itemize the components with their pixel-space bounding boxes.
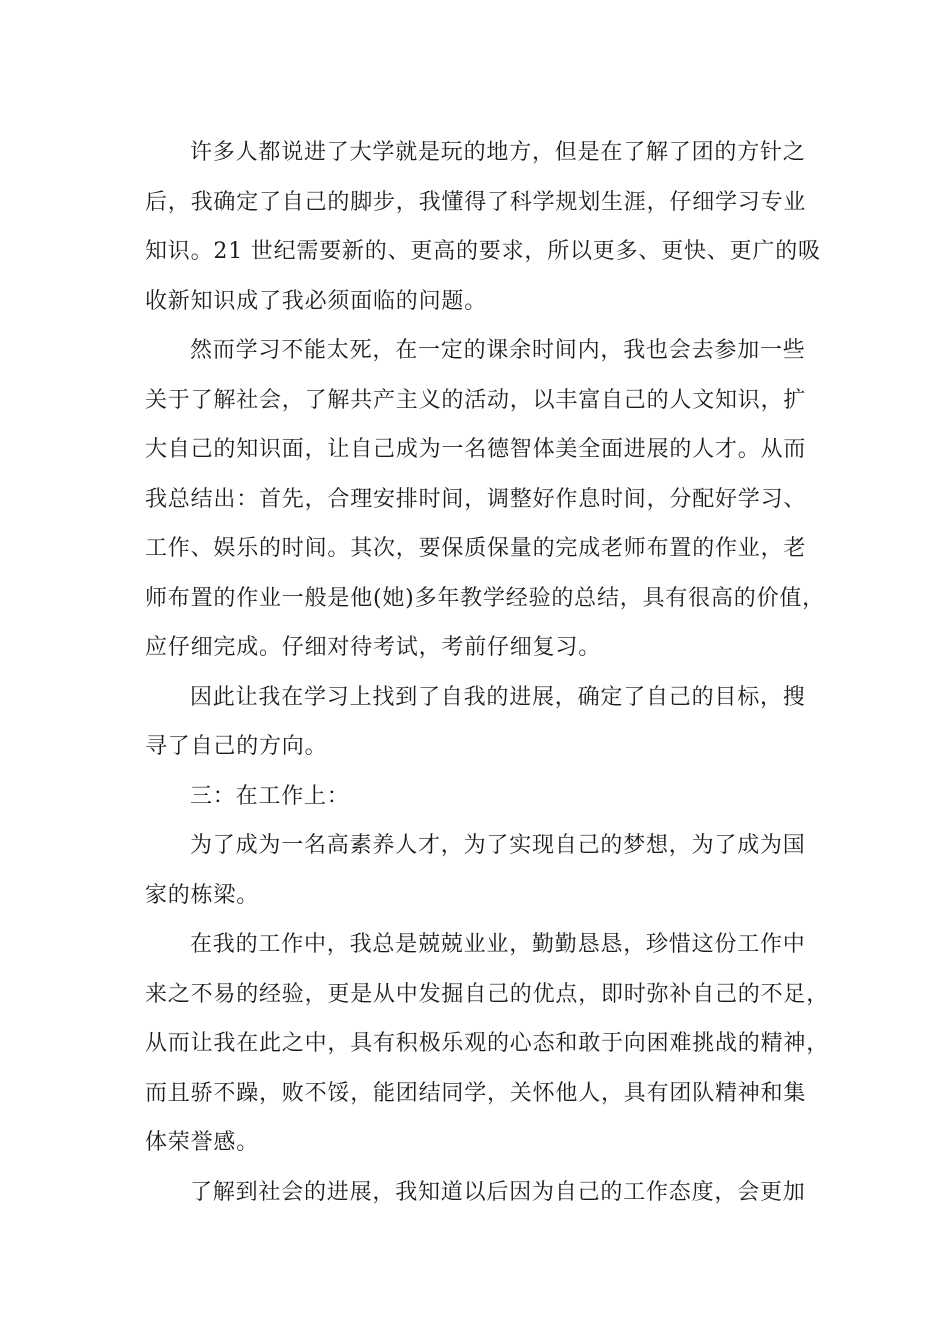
paragraph-3 <box>145 673 815 772</box>
text-line: 后，我确定了自己的脚步，我懂得了科学规划生涯，仔细学习专业 <box>145 189 807 215</box>
text-line: 许多人都说进了大学就是玩的地方，但是在了解了团的方针之 <box>190 140 806 165</box>
text-line: 寻了自己的方向。 <box>145 734 328 759</box>
text-line: 了解到社会的进展，我知道以后因为自己的工作态度，会更加 <box>190 1179 806 1205</box>
text-line: 应仔细完成。仔细对待考试，考前仔细复习。 <box>145 635 602 660</box>
text-line: 大自己的知识面，让自己成为一名德智体美全面进展的人才。从而 <box>145 437 807 462</box>
text-line: 我总结出：首先，合理安排时间，调整好作息时间，分配好学习、 <box>145 486 807 512</box>
section-heading-work <box>145 772 815 822</box>
text-line: 在我的工作中，我总是兢兢业业，勤勤恳恳，珍惜这份工作中 <box>190 932 806 957</box>
document-body <box>145 128 830 1217</box>
text-line: 因此让我在学习上找到了自我的进展，确定了自己的目标，搜 <box>190 684 806 710</box>
text-line: 然而学习不能太死，在一定的课余时间内，我也会去参加一些 <box>190 338 806 363</box>
text-line: 关于了解社会，了解共产主义的活动，以丰富自己的人文知识，扩 <box>145 387 807 413</box>
paragraph-1 <box>145 128 821 326</box>
text-line: 三：在工作上： <box>190 783 350 809</box>
paragraph-2 <box>145 326 825 673</box>
text-line: 知识。21 世纪需要新的、更高的要求，所以更多、更快、更广的吸 <box>145 239 821 264</box>
text-line: 收新知识成了我必须面临的问题。 <box>145 288 488 314</box>
text-line: 而且骄不躁，败不馁，能团结同学，关怀他人，具有团队精神和集 <box>145 1080 807 1106</box>
text-line: 从而让我在此之中，具有积极乐观的心态和敢于向困难挑战的精神， <box>145 1031 830 1056</box>
text-line: 工作、娱乐的时间。其次，要保质保量的完成老师布置的作业，老 <box>145 536 807 561</box>
paragraph-6 <box>145 1168 815 1218</box>
text-line: 来之不易的经验，更是从中发掘自己的优点，即时弥补自己的不足， <box>145 981 830 1007</box>
text-line: 师布置的作业一般是他(她)多年教学经验的总结，具有很高的价值， <box>145 585 825 611</box>
text-line: 为了成为一名高素养人才，为了实现自己的梦想，为了成为国 <box>190 833 806 858</box>
paragraph-4 <box>145 821 815 920</box>
text-line: 家的栋梁。 <box>145 882 260 908</box>
text-line: 体荣誉感。 <box>145 1130 260 1155</box>
paragraph-5 <box>145 920 830 1168</box>
